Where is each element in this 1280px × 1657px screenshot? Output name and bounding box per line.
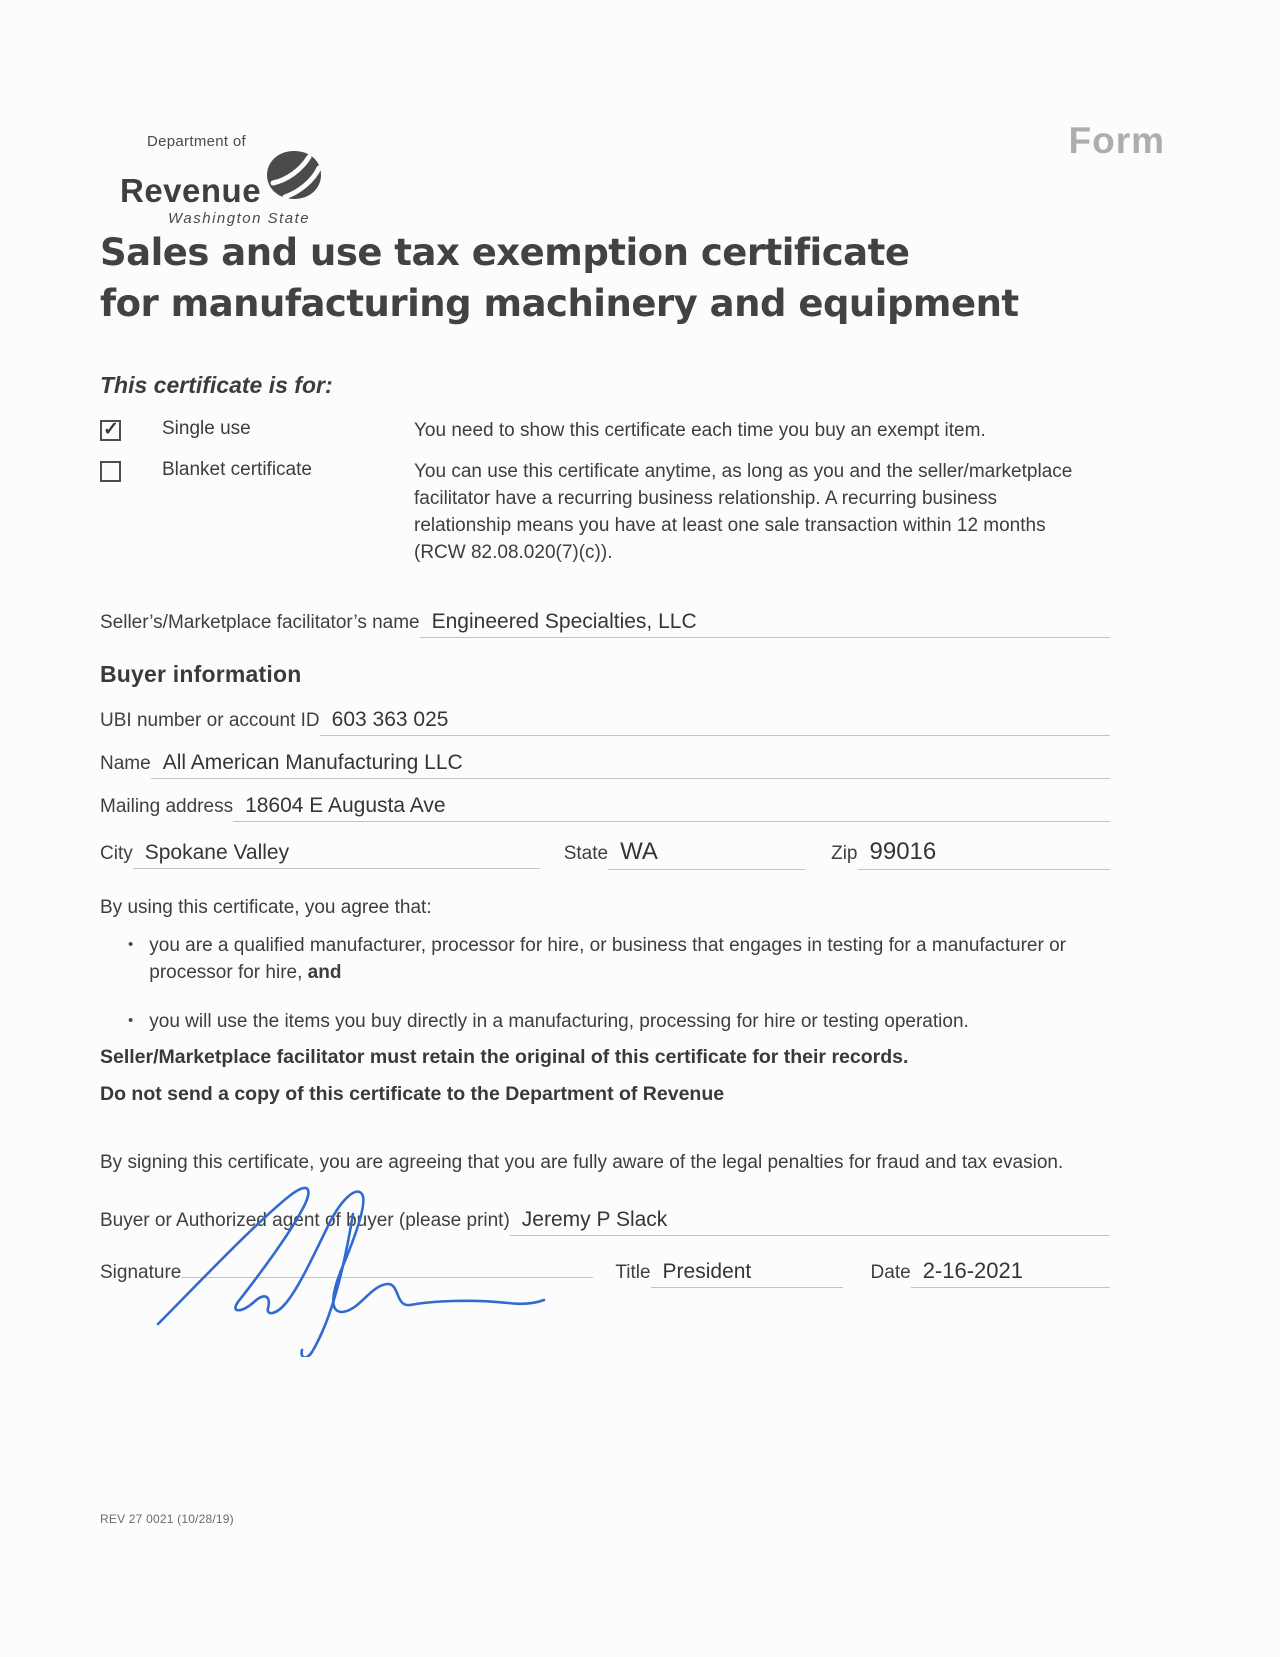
printed-name-label: Buyer or Authorized agent of buyer (please print) [100, 1210, 510, 1231]
agreement-bullet-1-text: • you are a qualified manufacturer, processor for hire, or business that engages in testing for a manufacturer or processor for hire, and [149, 935, 1066, 983]
title-line-2: for manufacturing machinery and equipment [100, 281, 1019, 325]
date-label: Date [870, 1262, 911, 1283]
signing-note: By signing this certificate, you are agreeing that you are fully aware of the legal penalties for fraud and tax evasion. [100, 1152, 1064, 1173]
do-not-send-notice: Do not send a copy of this certificate to the Department of Revenue [100, 1083, 725, 1105]
signature-label: Signature [100, 1262, 182, 1283]
page-title [100, 228, 1150, 329]
mailing-address-label: Mailing address [100, 796, 234, 817]
logo-washington-state-text: Washington State [168, 210, 311, 227]
title-value: President [662, 1260, 752, 1283]
dor-logo [120, 133, 340, 227]
retain-notice: Seller/Marketplace facilitator must retain the original of this certificate for their records. [100, 1046, 909, 1068]
title-label: Title [615, 1262, 651, 1283]
mailing-address-field[interactable] [233, 794, 1110, 822]
ubi-label: UBI number or account ID [100, 710, 320, 731]
form-number-footer: REV 27 0021 (10/28/19) [100, 1512, 234, 1526]
date-value: 2-16-2021 [922, 1258, 1023, 1283]
ubi-field[interactable] [320, 708, 1110, 736]
certificate-for-heading: This certificate is for: [100, 372, 333, 398]
ubi-value: 603 363 025 [331, 708, 449, 731]
single-use-checkbox-icon[interactable] [100, 420, 121, 441]
logo-revenue-text: Revenue [120, 172, 262, 209]
blanket-certificate-checkbox-icon[interactable] [100, 461, 121, 482]
printed-name-value: Jeremy P Slack [521, 1208, 668, 1231]
seller-name-label: Seller’s/Marketplace facilitator’s name [100, 612, 420, 633]
buyer-name-value: All American Manufacturing LLC [162, 751, 463, 774]
agreement-bullet-2 [128, 1009, 1128, 1036]
printed-name-row [100, 1208, 1110, 1236]
zip-value: 99016 [869, 838, 937, 865]
seller-name-value: Engineered Specialties, LLC [431, 610, 697, 633]
blanket-certificate-label: Blanket certificate [162, 458, 312, 480]
mailing-address-row [100, 794, 1110, 822]
city-field[interactable] [133, 841, 540, 869]
agreement-bullets [128, 933, 1128, 1058]
buyer-name-row [100, 751, 1110, 779]
buyer-name-label: Name [100, 753, 151, 774]
date-field[interactable] [911, 1258, 1110, 1288]
ubi-row [100, 708, 1110, 736]
option-single-use [100, 418, 1110, 445]
revenue-swoosh-icon [265, 150, 323, 205]
seller-name-row [100, 610, 1110, 638]
title-line-1: Sales and use tax exemption certificate [100, 231, 910, 274]
blanket-certificate-description: You can use this certificate anytime, as long as you and the seller/marketplace facilitator have a recurring business relationship. A recurring business relationship means you have at least one sale transaction within 12 months (RCW 82.08.020(7)(c)). [414, 460, 1073, 563]
single-use-description: You need to show this certificate each time you buy an exempt item. [414, 420, 986, 441]
agreement-bullet-1 [128, 933, 1128, 987]
single-use-label: Single use [162, 418, 251, 439]
city-state-zip-row [100, 838, 1110, 870]
state-field[interactable] [608, 838, 805, 870]
seller-name-field[interactable] [420, 610, 1110, 638]
city-value: Spokane Valley [144, 841, 290, 864]
title-field[interactable] [651, 1260, 843, 1288]
buyer-information-heading: Buyer information [100, 661, 302, 687]
signature-field[interactable] [181, 1252, 593, 1278]
form-watermark: Form [1068, 120, 1165, 161]
certificate-type-options [100, 418, 1110, 581]
option-blanket-certificate [100, 459, 1110, 567]
printed-name-field[interactable] [510, 1208, 1110, 1236]
agreement-intro: By using this certificate, you agree that: [100, 897, 432, 918]
mailing-address-value: 18604 E Augusta Ave [245, 794, 446, 817]
state-value: WA [620, 838, 658, 865]
city-label: City [100, 843, 133, 864]
buyer-name-field[interactable] [151, 751, 1110, 779]
zip-field[interactable] [858, 838, 1110, 870]
signature-title-date-row [100, 1252, 1110, 1288]
zip-label: Zip [831, 843, 858, 864]
agreement-bullet-2-text: • you will use the items you buy directly in a manufacturing, processing for hire or testing operation. [149, 1010, 969, 1032]
logo-department-of-text: Department of [147, 133, 246, 150]
state-label: State [563, 843, 609, 864]
